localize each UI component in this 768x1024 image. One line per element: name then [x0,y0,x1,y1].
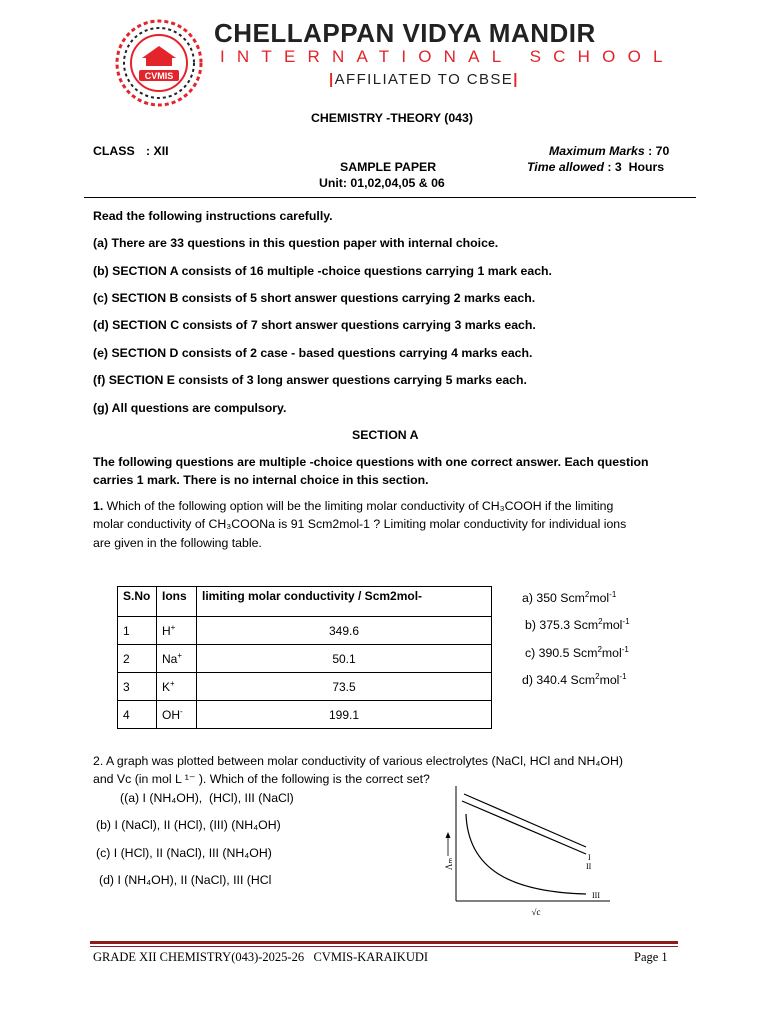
school-name: CHELLAPPAN VIDYA MANDIR [214,18,596,48]
max-marks [549,144,669,158]
max-marks-value: : 70 [648,144,670,158]
time-label: Time allowed [527,160,604,174]
table-cell-value: 50.1 [197,645,492,673]
q1-line: molar conductivity of CH₃COONa is 91 Scm2mol-1 ? Limiting molar conductivity for individual ions [93,517,627,531]
table-row [118,617,492,645]
logo-laurel-icon [117,21,201,105]
class-label: CLASS [93,144,135,158]
conductivity-graph [440,784,615,919]
school-logo [114,18,204,108]
footer-divider [90,941,678,944]
q2-option-a: ((a) I (NH₄OH), (HCl), III (NaCl) [120,791,294,805]
table-cell-sno: 1 [118,617,157,645]
table-row [118,701,492,729]
q1-option-b: b) 375.3 Scm$^2$mol$^{-1}$ [525,617,630,633]
exam-units: Unit: 01,02,04,05 & 06 [319,176,445,190]
exam-subject: CHEMISTRY -THEORY (043) [311,111,473,125]
instructions-intro: Read the following instructions carefully. [93,209,333,223]
table-row [118,645,492,673]
q2-option-b: (b) I (NaCl), II (HCl), (III) (NH₄OH) [96,818,281,832]
q1-option-a: a) 350 Scm$^2$mol$^{-1}$ [522,590,617,606]
instruction-item: (e) SECTION D consists of 2 case - based questions carrying 4 marks each. [93,346,533,360]
table-cell-ion: H+ [157,617,197,645]
graph-curve-III [466,814,586,894]
section-a-title: SECTION A [352,428,419,442]
q1-text: Which of the following option will be the limiting molar conductivity of CH₃COOH if the limiting [103,499,614,513]
school-subtitle: INTERNATIONAL SCHOOL [220,47,675,66]
affiliation: |AFFILIATED TO CBSE| [329,71,519,88]
y-axis-arrow-head-icon [446,832,451,838]
graph-y-label: Λₘ [444,857,454,871]
time-value: : 3 Hours [607,160,665,174]
table-header-cell: Ions [157,587,197,617]
table-cell-sno: 4 [118,701,157,729]
graph-line-I [464,794,586,847]
q2-line: 2. A graph was plotted between molar conductivity of various electrolytes (NaCl, HCl and NH₄OH) [93,754,623,768]
q2-option-d: (d) I (NH₄OH), II (NaCl), III (HCl [99,873,272,887]
q1-line: are given in the following table. [93,536,262,550]
section-a-intro: The following questions are multiple -choice questions with one correct answer. Each question [93,455,649,469]
paper-type: SAMPLE PAPER [340,160,437,174]
instruction-item: (f) SECTION E consists of 3 long answer questions carrying 5 marks each. [93,373,527,387]
table-header-cell: S.No [118,587,157,617]
table-cell-value: 73.5 [197,673,492,701]
graph-label-III: III [592,891,600,900]
q1-number: 1. [93,499,104,513]
q1-line [93,499,613,513]
table-cell-sno: 3 [118,673,157,701]
class-value: : XII [146,144,169,158]
q2-option-c: (c) I (HCl), II (NaCl), III (NH₄OH) [96,846,272,860]
time-allowed [527,160,664,174]
section-a-intro: carries 1 mark. There is no internal choice in this section. [93,473,429,487]
table-row [118,673,492,701]
footer-divider-thin [90,946,678,947]
instruction-item: (b) SECTION A consists of 16 multiple -choice questions carrying 1 mark each. [93,264,552,278]
table-header-row [118,587,492,617]
graph-label-I: I [588,853,591,862]
instruction-item: (d) SECTION C consists of 7 short answer questions carrying 3 marks each. [93,318,536,332]
max-marks-label: Maximum Marks [549,144,645,158]
graph-x-label: √c [531,907,541,917]
table-cell-value: 349.6 [197,617,492,645]
header-divider [84,197,696,198]
graph-line-II [462,801,586,854]
page-number: Page 1 [634,950,668,964]
instruction-item: (a) There are 33 questions in this question paper with internal choice. [93,236,499,250]
table-cell-sno: 2 [118,645,157,673]
q1-option-d: d) 340.4 Scm$^2$mol$^{-1}$ [522,672,627,688]
affiliation-text: AFFILIATED TO CBSE [334,71,514,88]
logo-text: CVMIS [144,71,174,81]
instruction-item: (g) All questions are compulsory. [93,401,287,415]
ion-conductivity-table [117,586,492,729]
graph-label-II: II [586,862,592,871]
table-cell-ion: Na+ [157,645,197,673]
q1-option-c: c) 390.5 Scm$^2$mol$^{-1}$ [525,645,629,661]
table-cell-ion: K+ [157,673,197,701]
table-cell-ion: OH- [157,701,197,729]
table-header-cell: limiting molar conductivity / Scm2mol- [197,587,492,617]
footer-left: GRADE XII CHEMISTRY(043)-2025-26 CVMIS-KARAIKUDI [93,950,429,964]
table-cell-value: 199.1 [197,701,492,729]
q2-line: and Vc (in mol L ¹⁻ ). Which of the following is the correct set? [93,772,430,786]
instruction-item: (c) SECTION B consists of 5 short answer questions carrying 2 marks each. [93,291,536,305]
